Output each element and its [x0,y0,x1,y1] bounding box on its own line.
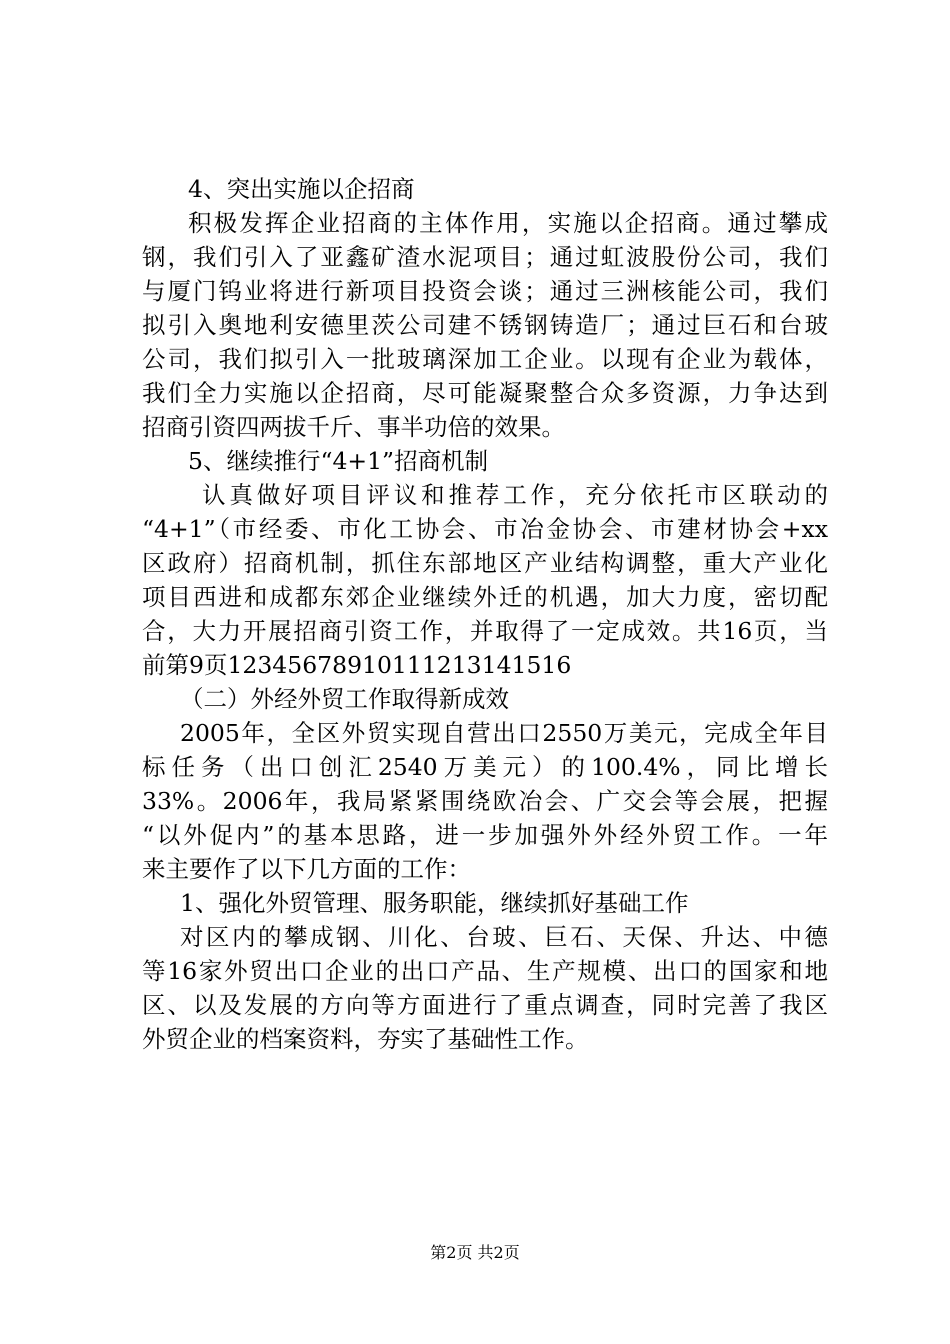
paragraph-line: 前第9页12345678910111213141516 [142,651,572,679]
paragraph-line: 合，大力开展招商引资工作，并取得了一定成效。共16页，当 [142,617,828,645]
paragraph-line: 钢，我们引入了亚鑫矿渣水泥项目；通过虹波股份公司，我们 [142,243,828,271]
paragraph-line: 等16家外贸出口企业的出口产品、生产规模、出口的国家和地 [142,957,828,985]
paragraph-line: 公司，我们拟引入一批玻璃深加工企业。以现有企业为载体， [142,345,828,373]
paragraph-line: 与厦门钨业将进行新项目投资会谈；通过三洲核能公司，我们 [142,277,828,305]
paragraph-line: 项目西进和成都东郊企业继续外迁的机遇，加大力度，密切配 [142,583,828,611]
heading-1-trade-management: 1、强化外贸管理、服务职能，继续抓好基础工作 [180,889,689,917]
paragraph-line: “以外促内”的基本思路，进一步加强外外经外贸工作。一年 [142,821,828,849]
paragraph-line: 外贸企业的档案资料，夯实了基础性工作。 [142,1025,589,1053]
paragraph-line: 对区内的攀成钢、川化、台玻、巨石、天保、升达、中德 [180,923,828,951]
paragraph-line: 认真做好项目评议和推荐工作，充分依托市区联动的 [202,481,828,509]
document-body [142,172,828,1056]
paragraph-line: 招商引资四两拔千斤、事半功倍的效果。 [142,413,565,441]
heading-section-2-foreign-trade: （二）外经外贸工作取得新成效 [180,685,509,713]
heading-4-invest-via-enterprises: 4、突出实施以企招商 [188,175,415,203]
paragraph-line: 积极发挥企业招商的主体作用，实施以企招商。通过攀成 [188,209,828,237]
heading-5-4plus1-mechanism: 5、继续推行“4+1”招商机制 [188,447,489,475]
paragraph-line: 标任务（出口创汇2540万美元）的100.4%，同比增长 [142,753,828,781]
paragraph-line: 拟引入奥地利安德里茨公司建不锈钢铸造厂；通过巨石和台玻 [142,311,828,339]
paragraph-line: 我们全力实施以企招商，尽可能凝聚整合众多资源，力争达到 [142,379,828,407]
paragraph-line: 区、以及发展的方向等方面进行了重点调查，同时完善了我区 [142,991,828,1019]
paragraph-line: 33%。2006年，我局紧紧围绕欧冶会、广交会等会展，把握 [142,787,828,815]
paragraph-line: 区政府）招商机制，抓住东部地区产业结构调整，重大产业化 [142,549,828,577]
paragraph-line: 来主要作了以下几方面的工作： [142,855,471,883]
paragraph-line: “4+1”（市经委、市化工协会、市冶金协会、市建材协会+xx [142,515,828,543]
paragraph-line: 2005年，全区外贸实现自营出口2550万美元，完成全年目 [180,719,828,747]
page-footer: 第2页 共2页 [430,1243,520,1262]
